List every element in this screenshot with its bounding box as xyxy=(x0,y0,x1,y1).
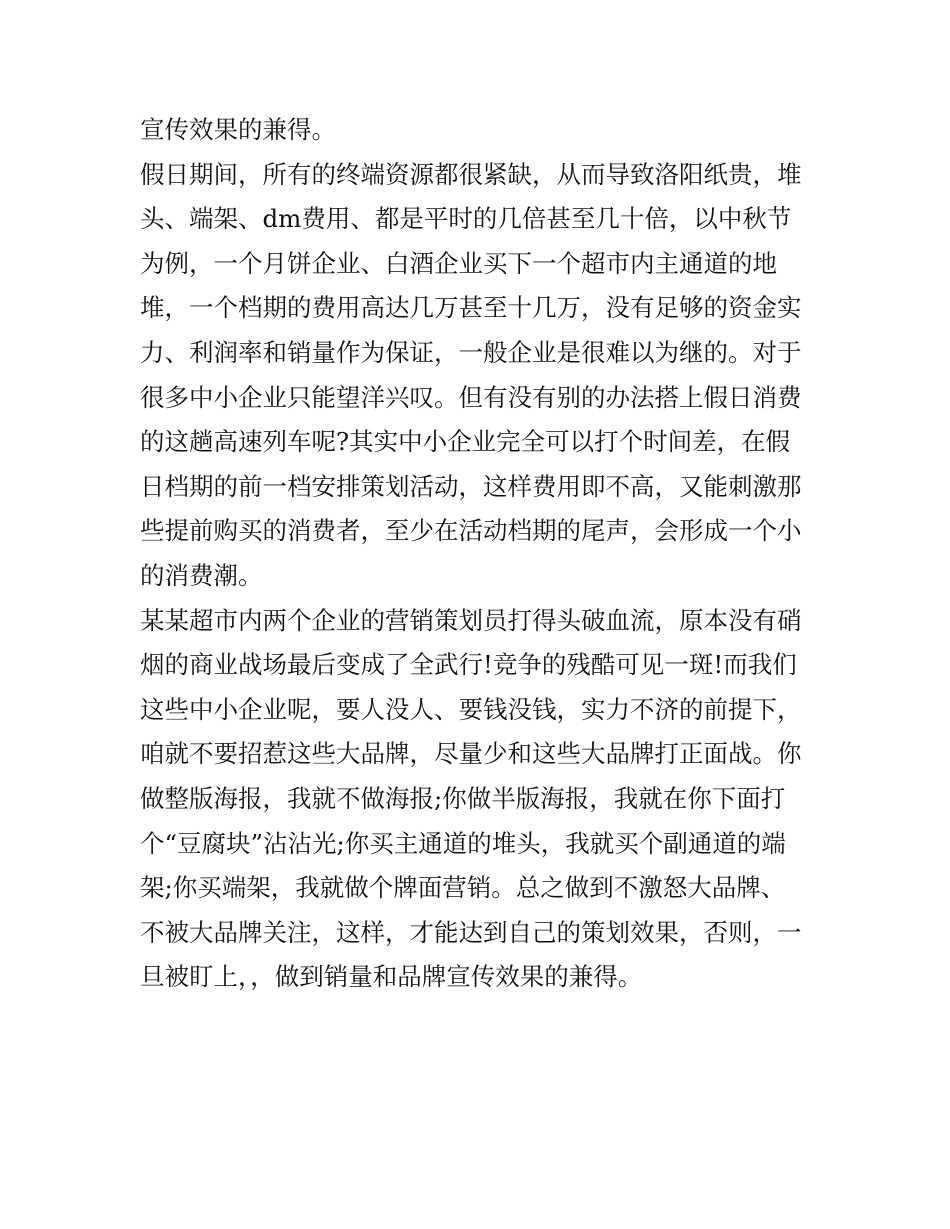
text-line: 的这趟高速列车呢?其实中小企业完全可以打个时间差，在假 xyxy=(140,427,791,457)
text-line: 力、利润率和销量作为保证，一般企业是很难以为继的。对于 xyxy=(140,337,802,367)
text-line: 架;你买端架，我就做个牌面营销。总之做到不激怒大品牌、 xyxy=(140,873,786,903)
text-line: 个“豆腐块”沾沾光;你买主通道的堆头，我就买个副通道的端 xyxy=(140,828,786,858)
text-line: 咱就不要招惹这些大品牌，尽量少和这些大品牌打正面战。你 xyxy=(140,739,802,769)
text-line: 做整版海报，我就不做海报;你做半版海报，我就在你下面打 xyxy=(140,783,786,813)
text-line: 某某超市内两个企业的营销策划员打得头破血流，原本没有硝 xyxy=(140,605,802,635)
text-line: 为例，一个月饼企业、白酒企业买下一个超市内主通道的地 xyxy=(140,248,777,278)
text-line: 些提前购买的消费者，至少在活动档期的尾声，会形成一个小 xyxy=(140,516,802,546)
text-line: 很多中小企业只能望洋兴叹。但有没有别的办法搭上假日消费 xyxy=(140,382,802,412)
text-line: 日档期的前一档安排策划活动，这样费用即不高，又能刺激那 xyxy=(140,471,802,501)
text-line: 的消费潮。 xyxy=(140,560,263,590)
text-line: 不被大品牌关注，这样，才能达到自己的策划效果，否则，一 xyxy=(140,917,802,947)
text-line: 头、端架、dm费用、都是平时的几倍甚至几十倍，以中秋节 xyxy=(140,204,792,234)
text-line: 烟的商业战场最后变成了全武行!竞争的残酷可见一斑!而我们 xyxy=(140,650,797,680)
text-line: 假日期间，所有的终端资源都很紧缺，从而导致洛阳纸贵，堆 xyxy=(140,159,802,189)
text-line: 旦被盯上，，做到销量和品牌宣传效果的兼得。 xyxy=(140,962,643,992)
text-line: 堆，一个档期的费用高达几万甚至十几万，没有足够的资金实 xyxy=(140,293,802,323)
text-line: 宣传效果的兼得。 xyxy=(140,115,336,144)
body-text xyxy=(140,108,812,1000)
text-line: 这些中小企业呢，要人没人、要钱没钱，实力不济的前提下， xyxy=(140,694,802,724)
